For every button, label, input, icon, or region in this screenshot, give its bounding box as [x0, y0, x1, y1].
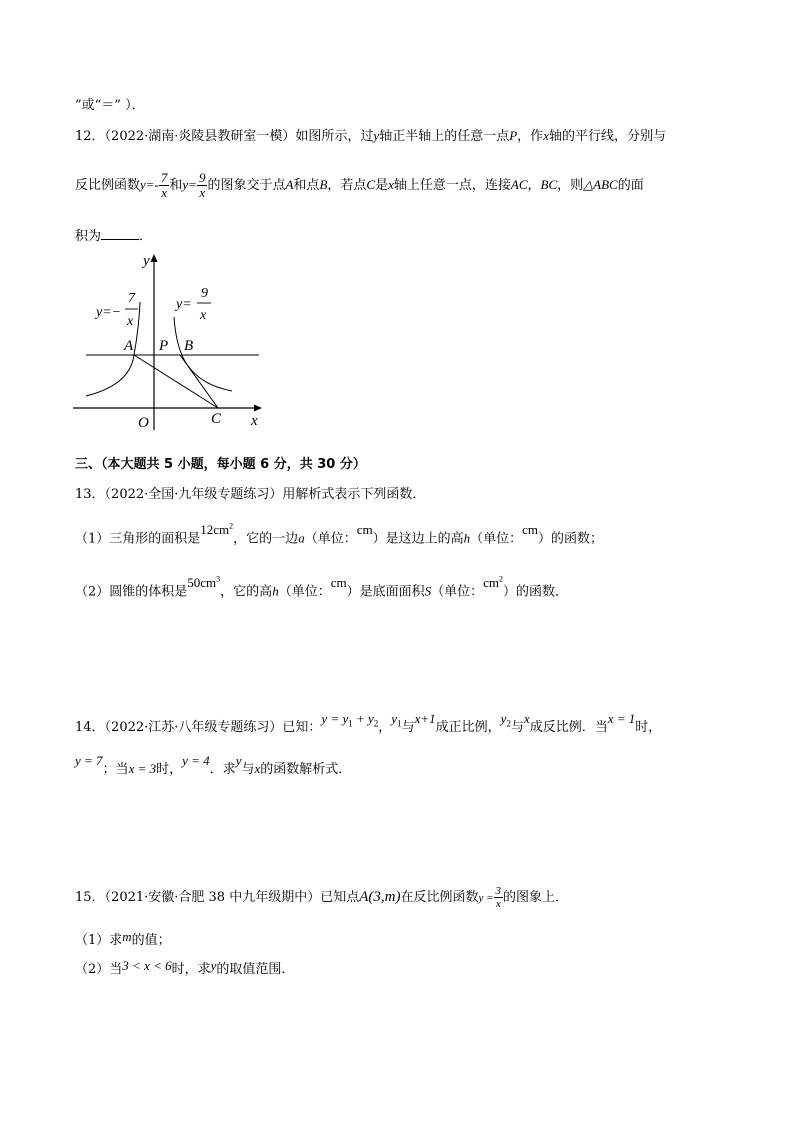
q13-part-1	[75, 522, 604, 547]
q12-func1-lhs: y=-	[140, 177, 159, 192]
q14-eq-part: y = y	[321, 711, 349, 726]
q12-text: 如图所示，过	[295, 129, 374, 144]
q12-line-3	[75, 227, 152, 245]
q12-point-c: C	[366, 177, 376, 192]
q12-text: 轴正半轴上的任意一点	[379, 129, 510, 144]
q15-part-2	[75, 958, 295, 978]
denominator: x	[159, 185, 170, 200]
q14-text: 成正比例，	[435, 720, 501, 735]
q14-var-x: x	[523, 711, 530, 726]
q13-unit-cm: cm	[522, 522, 539, 538]
q15-text: （1）求	[75, 933, 123, 948]
q12-text: ，若点	[327, 178, 367, 193]
right-func-num: 9	[201, 286, 208, 301]
q13-var-s: S	[424, 583, 432, 599]
q12-text: 和点	[293, 178, 320, 193]
q14-text: ；当	[102, 762, 129, 777]
q13-var-h: h	[463, 530, 471, 546]
q13-unit-cm2	[483, 575, 503, 590]
q13-volume-exp: 3	[216, 575, 221, 584]
q13-unit-cm: cm	[483, 575, 500, 591]
q12-number: 12．	[75, 129, 105, 144]
q14-text: 成反比例．当	[529, 720, 608, 735]
q12-answer-blank[interactable]	[101, 227, 139, 240]
q13-text: （2）圆锥的体积是	[75, 584, 188, 600]
q12-text: 轴的平行线，分别与	[548, 129, 666, 144]
q12-segment-bc: BC	[540, 177, 558, 192]
section-3-title-text: 三、（本大题共 5 小题，每小题 6 分，共 30 分）	[75, 457, 366, 472]
numerator: 3	[495, 885, 502, 897]
right-hyperbola	[174, 317, 232, 391]
q12-text: ，作	[517, 129, 544, 144]
q15-var-m: m	[122, 929, 132, 944]
right-func-lhs: y=	[176, 297, 192, 312]
q15-text: 的值；	[131, 933, 171, 948]
q13-text: （1）三角形的面积是	[75, 531, 201, 547]
q12-text: 轴上任意一点，连接	[393, 178, 511, 193]
q14-text: 与	[401, 720, 415, 735]
point-c-label: C	[211, 411, 222, 427]
q13-text: （单位：	[431, 584, 484, 600]
q12-point-p: P	[509, 128, 518, 143]
q14-y2	[500, 711, 511, 729]
q12-text: 的面	[617, 178, 644, 193]
q14-line-2	[75, 753, 352, 778]
q14-text: ．求	[209, 762, 236, 777]
q15-number: 15．	[75, 890, 105, 905]
prev-question-tail	[75, 98, 145, 114]
q13-number: 13．	[75, 487, 105, 502]
q12-line-1	[75, 128, 666, 145]
right-func-den: x	[200, 308, 207, 323]
q15-func-fraction	[494, 885, 504, 910]
q12-text: 反比例函数	[75, 178, 141, 193]
q13-line-1	[75, 487, 425, 503]
numerator: 7	[160, 170, 168, 185]
q14-text: 的函数解析式．	[260, 762, 352, 777]
q15-var-y: y	[210, 958, 217, 973]
q13-unit-cm: cm	[356, 522, 373, 538]
q15-func-lhs: y =	[478, 892, 494, 904]
q13-text: ）是底面面积	[346, 584, 425, 600]
q13-unit-cm: cm	[330, 575, 347, 591]
q14-source: （2022·江苏·八年级专题练习）	[104, 720, 283, 735]
q14-y-equals-4: y = 4	[182, 753, 210, 768]
q13-part-2	[75, 575, 569, 600]
left-func-lhs: y=−	[96, 305, 122, 320]
q13-text: ）的函数；	[538, 531, 604, 547]
q12-point-a: A	[285, 177, 294, 192]
q13-unit-exp: 2	[499, 575, 504, 584]
q13-text: （单位：	[304, 531, 357, 547]
q12-func1-fraction	[159, 171, 170, 200]
q14-line-1	[75, 711, 662, 740]
q14-text: 与	[510, 720, 524, 735]
point-a-label: A	[124, 338, 134, 354]
q14-var-x: x	[254, 761, 261, 776]
q14-cond-x1: x = 1	[607, 711, 636, 726]
q14-text: 时，	[635, 720, 662, 735]
q12-text: ，	[527, 178, 541, 193]
q13-text: ）是这边上的高	[372, 531, 464, 547]
q15-text: （2）当	[75, 962, 123, 977]
q13-text: ，它的一边	[233, 531, 299, 547]
q12-figure	[70, 245, 290, 435]
q13-var-h: h	[272, 583, 279, 599]
q14-sub: 1	[348, 718, 353, 729]
q14-y-equals-7: y = 7	[75, 753, 103, 768]
q15-text: 的取值范围．	[216, 962, 295, 977]
q15-text: 的图象上．	[503, 890, 569, 905]
q12-text: 的图象交于点	[207, 178, 286, 193]
q14-text: 已知：	[282, 720, 322, 735]
q14-text: 时，	[156, 762, 183, 777]
q15-line-1	[75, 882, 568, 913]
q15-point-a: A(3,m)	[359, 889, 401, 905]
q14-text: ，	[378, 720, 392, 735]
q12-text: 和	[169, 178, 183, 193]
q14-sub: 1	[397, 718, 402, 729]
q15-part-1	[75, 929, 171, 949]
q12-var-y: y	[373, 128, 380, 143]
q15-source: （2021·安徽·合肥 38 中九年级期中）	[104, 890, 321, 905]
q13-area-value	[200, 522, 233, 537]
numerator: 9	[198, 170, 206, 185]
point-b-label: B	[184, 338, 194, 354]
q13-volume: 50cm	[187, 575, 217, 591]
q12-text: ．	[139, 229, 153, 244]
q14-x-equals-3: x = 3	[128, 761, 157, 776]
x-axis-label: x	[251, 413, 258, 429]
q12-point-b: B	[319, 177, 328, 192]
q15-range: 3 < x < 6	[122, 958, 172, 973]
q14-var: y	[500, 711, 507, 726]
left-func-num: 7	[128, 291, 135, 306]
q14-eq-main	[321, 711, 379, 729]
q14-eq-part: + y	[352, 711, 374, 726]
y-axis-label: y	[143, 253, 150, 269]
left-func-den: x	[127, 314, 134, 329]
q12-triangle: △ABC	[583, 177, 618, 192]
q14-number: 14．	[75, 720, 105, 735]
q14-y1	[391, 711, 402, 729]
q14-text: 与	[241, 762, 255, 777]
q14-sub: 2	[506, 718, 511, 729]
segment-bc	[180, 355, 218, 408]
q12-func2-fraction	[197, 171, 208, 200]
q12-func2-lhs: y=	[182, 177, 197, 192]
q13-area: 12cm	[200, 522, 230, 538]
x-axis-arrow-icon	[254, 405, 262, 412]
denominator: x	[494, 897, 504, 910]
q13-text: ）的函数．	[503, 584, 569, 600]
q13-source: （2022·全国·九年级专题练习）	[104, 487, 283, 502]
section-3-title	[75, 457, 366, 473]
q12-text: ，则	[557, 178, 584, 193]
q13-stem: 用解析式表示下列函数．	[282, 487, 426, 502]
q12-var-x: x	[388, 177, 394, 192]
y-axis-arrow-icon	[151, 254, 158, 262]
q13-text: （单位：	[470, 531, 523, 547]
q14-var-y: y	[235, 753, 242, 768]
q15-text: 已知点	[320, 890, 360, 905]
q12-source: （2022·湖南·炎陵县教研室一模）	[104, 129, 296, 144]
q12-var-x: x	[543, 128, 549, 143]
q12-line-2	[75, 170, 644, 201]
q12-text: 积为	[75, 229, 102, 244]
q13-text: ，它的高	[220, 584, 273, 600]
q14-var: y	[391, 711, 398, 726]
q13-volume-value	[187, 575, 220, 590]
denominator: x	[197, 185, 208, 200]
q12-segment-ac: AC	[510, 177, 528, 192]
prev-line-text: ”或“＝” ）．	[75, 98, 145, 113]
q13-text: （单位：	[278, 584, 331, 600]
q12-text: 是	[375, 178, 389, 193]
point-p-label: P	[159, 338, 169, 354]
q15-text: 时，求	[171, 962, 211, 977]
q14-sub: 2	[373, 718, 379, 729]
q13-var-a: a	[298, 530, 305, 546]
q15-text: 在反比例函数	[400, 890, 479, 905]
q14-x-plus-1: x+1	[414, 711, 436, 726]
origin-label: O	[138, 415, 149, 431]
q13-area-exp: 2	[229, 522, 234, 531]
